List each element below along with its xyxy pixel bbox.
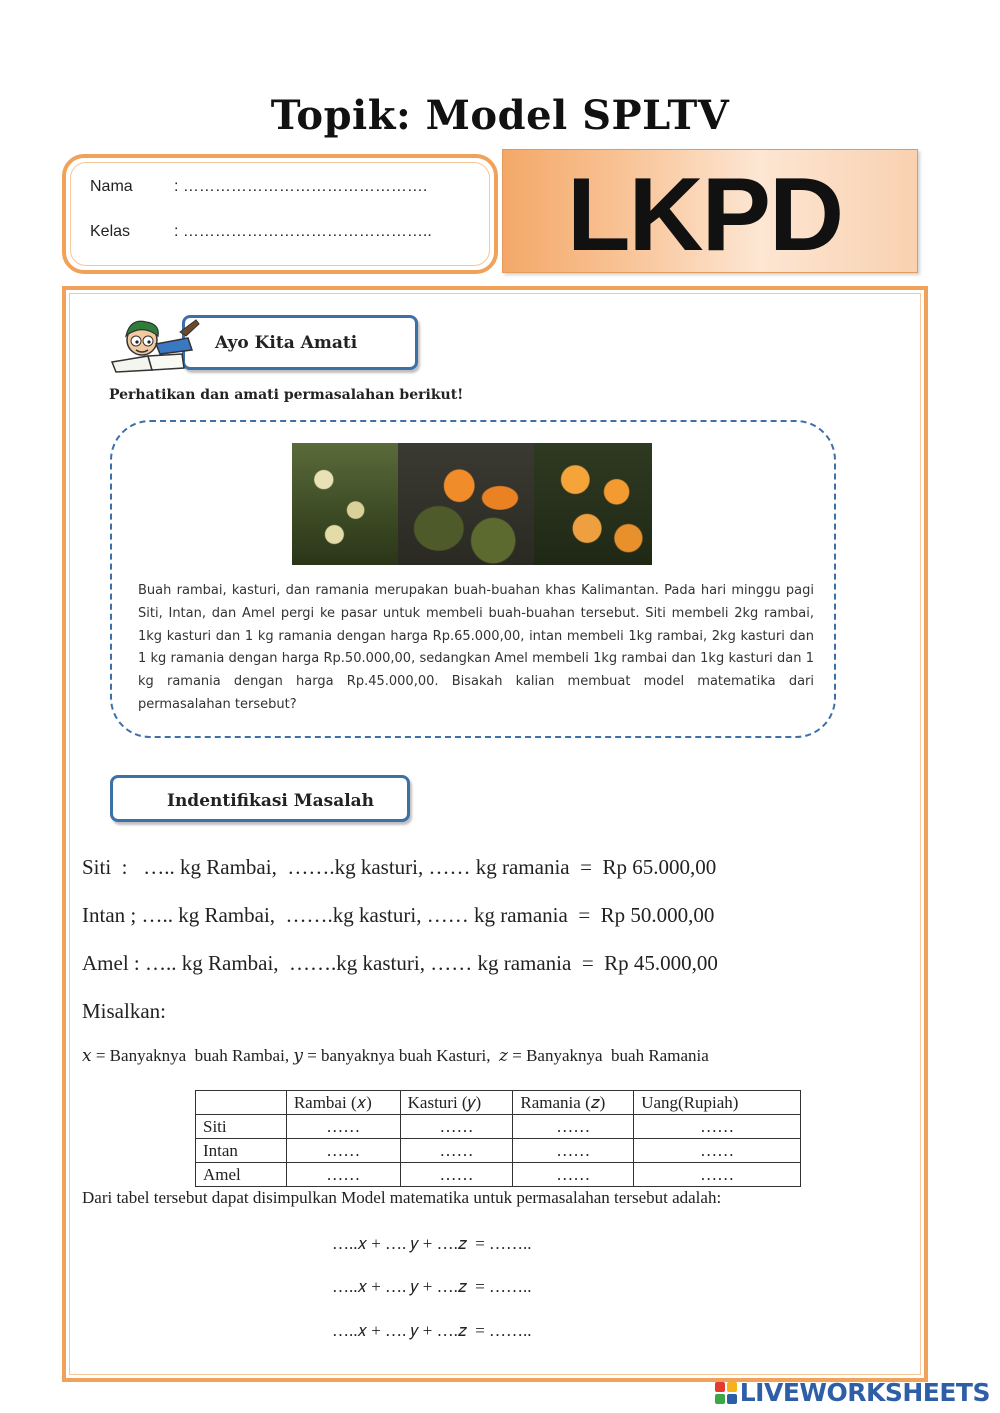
row-label: Siti bbox=[196, 1115, 287, 1139]
table-cell-input[interactable]: …… bbox=[634, 1139, 801, 1163]
nama-field[interactable]: : ………………………………………. bbox=[174, 178, 428, 195]
table-row bbox=[196, 1115, 801, 1139]
identifikasi-masalah-label: Indentifikasi Masalah bbox=[167, 791, 375, 811]
siti-line[interactable]: Siti : ….. kg Rambai, …….kg kasturi, …… kg ramania = Rp 65.000,00 bbox=[82, 855, 717, 879]
equation-input[interactable]: …..𝑥 + …. 𝑦 + ….𝑧 = …….. bbox=[332, 1321, 532, 1340]
table-cell-input[interactable]: …… bbox=[513, 1163, 634, 1187]
lkpd-banner bbox=[502, 149, 918, 273]
page-title: Topik: Model SPLTV bbox=[270, 92, 730, 139]
lkpd-banner-text: LKPD bbox=[567, 157, 843, 273]
kelas-row[interactable] bbox=[90, 223, 432, 241]
conclusion-text: Dari tabel tersebut dapat disimpulkan Model matematika untuk permasalahan tersebut adalah: bbox=[82, 1188, 722, 1207]
variable-definitions bbox=[82, 1046, 709, 1066]
row-label: Intan bbox=[196, 1139, 287, 1163]
liveworksheets-logo-icon bbox=[715, 1382, 737, 1404]
intan-line[interactable]: Intan ; ….. kg Rambai, …….kg kasturi, …… kg ramania = Rp 50.000,00 bbox=[82, 903, 715, 927]
equation-input[interactable]: …..𝑥 + …. 𝑦 + ….𝑧 = …….. bbox=[332, 1234, 532, 1253]
var-x-text: = Banyaknya buah Rambai, bbox=[91, 1046, 294, 1065]
table-cell-input[interactable]: …… bbox=[286, 1163, 400, 1187]
kasturi-photo bbox=[398, 443, 534, 565]
fruit-photos bbox=[292, 443, 652, 565]
table-header-row bbox=[196, 1091, 801, 1115]
reading-boy-icon bbox=[108, 310, 202, 374]
identity-box bbox=[62, 154, 498, 274]
row-label: Amel bbox=[196, 1163, 287, 1187]
kelas-label: Kelas bbox=[90, 223, 131, 240]
table-header: Uang(Rupiah) bbox=[634, 1091, 801, 1115]
var-x: x bbox=[82, 1046, 92, 1066]
var-y-text: = banyaknya buah Kasturi, bbox=[302, 1046, 500, 1065]
table-cell-input[interactable]: …… bbox=[634, 1115, 801, 1139]
liveworksheets-logo-text: LIVEWORKSHEETS bbox=[739, 1378, 990, 1407]
table-cell-input[interactable]: …… bbox=[400, 1163, 513, 1187]
ayo-kita-amati-label: Ayo Kita Amati bbox=[215, 333, 358, 353]
table-cell-input[interactable]: …… bbox=[400, 1139, 513, 1163]
table-row bbox=[196, 1139, 801, 1163]
instruction-text: Perhatikan dan amati permasalahan berikut! bbox=[109, 387, 464, 403]
table-row bbox=[196, 1163, 801, 1187]
ayo-kita-amati-badge bbox=[182, 315, 418, 370]
table-cell-input[interactable]: …… bbox=[286, 1115, 400, 1139]
rambai-photo bbox=[292, 443, 398, 565]
identifikasi-masalah-badge bbox=[110, 775, 410, 822]
liveworksheets-logo bbox=[715, 1378, 990, 1407]
table-cell-input[interactable]: …… bbox=[634, 1163, 801, 1187]
table-cell-input[interactable]: …… bbox=[286, 1139, 400, 1163]
table-cell-input[interactable]: …… bbox=[513, 1115, 634, 1139]
data-table bbox=[195, 1090, 801, 1187]
ramania-photo bbox=[534, 443, 652, 565]
problem-story: Buah rambai, kasturi, dan ramania merupakan buah-buahan khas Kalimantan. Pada hari minggu pagi Siti, Intan, dan Amel pergi ke pasar untuk membeli buah-buahan tersebut. Siti membeli 2kg rambai, 1kg kasturi dan 1 kg ramania dengan harga Rp.65.000,00, intan membeli 1kg rambai, 2kg kasturi dan 1 kg ramania dengan harga Rp.50.000,00, sedangkan Amel membeli 1kg rambai dan 1kg kasturi dan 1 kg ramania dengan harga Rp.45.000,00. Bisakah kalian membuat model matematika dari permasalahan tersebut? bbox=[138, 583, 814, 712]
var-y: y bbox=[293, 1046, 303, 1066]
kelas-field[interactable]: : ……………………………………….. bbox=[174, 223, 432, 240]
var-z: z bbox=[499, 1046, 508, 1066]
table-header bbox=[196, 1091, 287, 1115]
table-header: Ramania (𝑧) bbox=[513, 1091, 634, 1115]
nama-label: Nama bbox=[90, 178, 133, 195]
equation-input[interactable]: …..𝑥 + …. 𝑦 + ….𝑧 = …….. bbox=[332, 1277, 532, 1296]
table-header: Kasturi (𝑦) bbox=[400, 1091, 513, 1115]
table-header: Rambai (𝑥) bbox=[286, 1091, 400, 1115]
table-cell-input[interactable]: …… bbox=[400, 1115, 513, 1139]
table-cell-input[interactable]: …… bbox=[513, 1139, 634, 1163]
nama-row[interactable] bbox=[90, 178, 427, 196]
misalkan-heading: Misalkan: bbox=[82, 999, 166, 1023]
var-z-text: = Banyaknya buah Ramania bbox=[507, 1046, 709, 1065]
amel-line[interactable]: Amel : ….. kg Rambai, …….kg kasturi, …… kg ramania = Rp 45.000,00 bbox=[82, 951, 718, 975]
